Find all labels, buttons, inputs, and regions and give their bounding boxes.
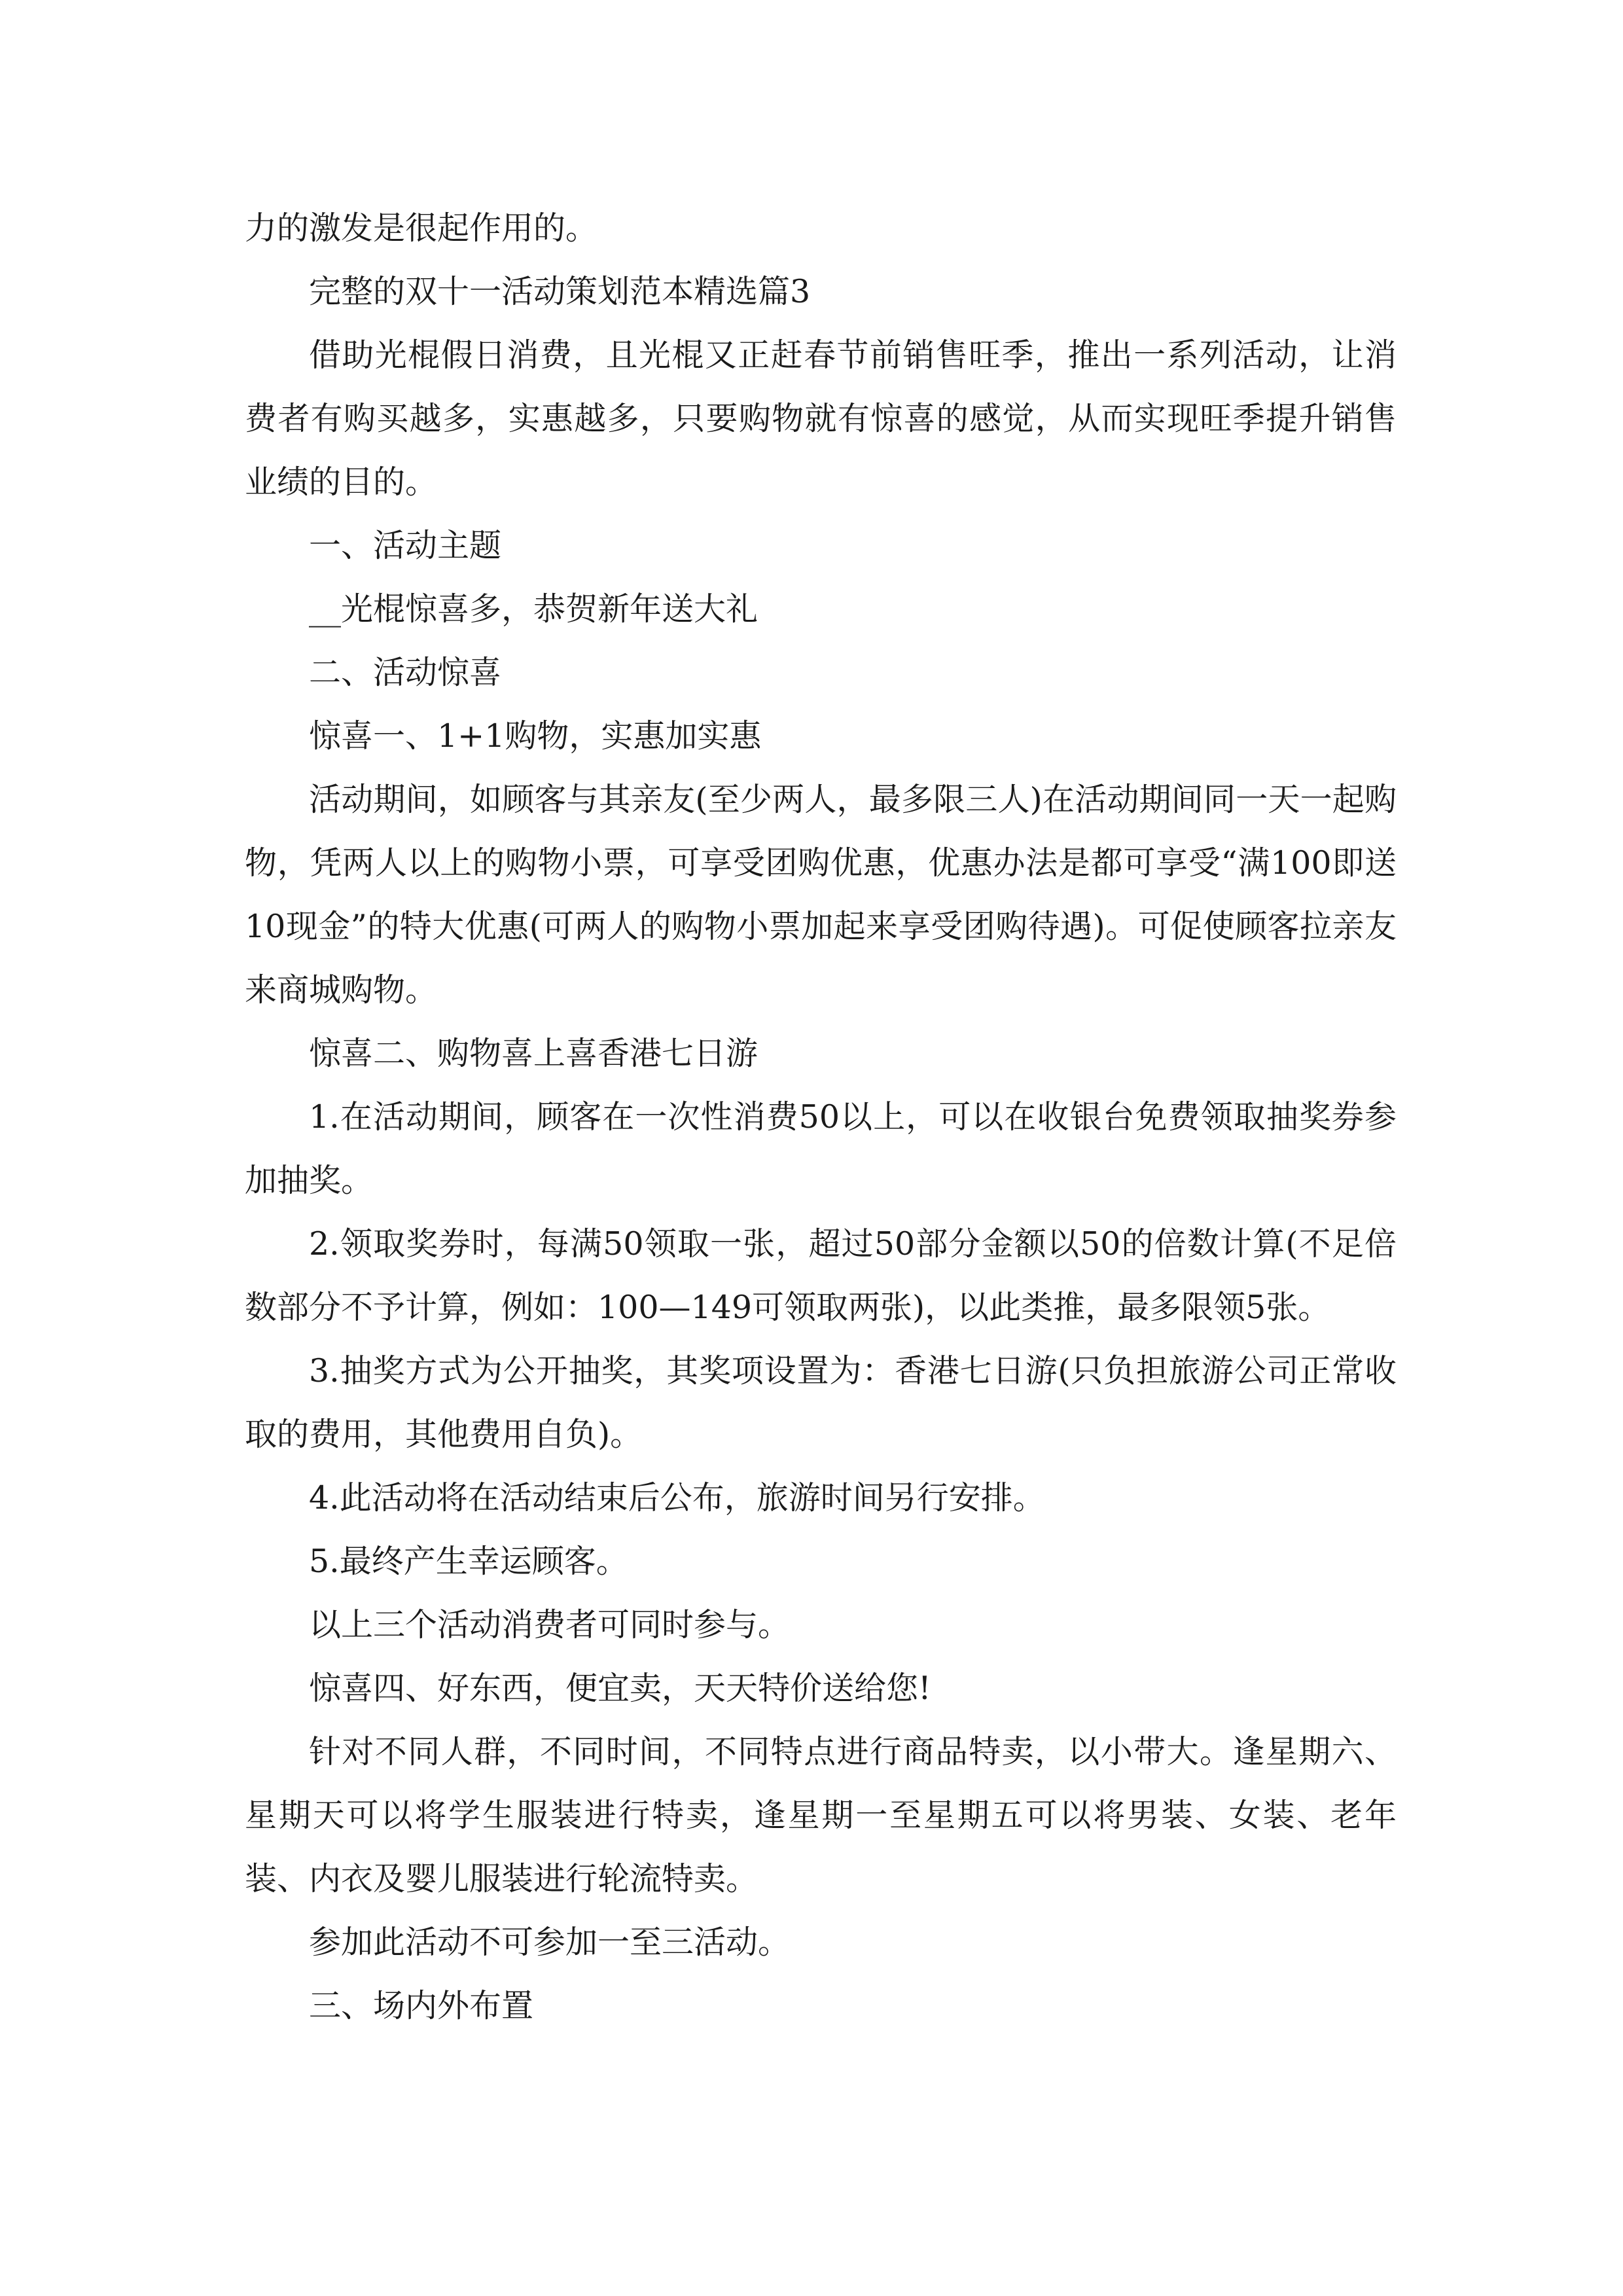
document-body (245, 196, 1397, 2037)
subheading-surprise-two: 惊喜二、购物喜上喜香港七日游 (309, 1035, 758, 1072)
list-item: 4.此活动将在活动结束后公布，旅游时间另行安排。 (309, 1479, 1045, 1516)
paragraph: 力的激发是很起作用的。 (245, 209, 598, 247)
paragraph: 针对不同人群，不同时间，不同特点进行商品特卖，以小带大。逢星期六、星期天可以将学生服装进行特卖，逢星期一至星期五可以将男装、女装、老年装、内衣及婴儿服装进行轮流特卖。 (245, 1733, 1397, 1897)
heading-activity-theme: 一、活动主题 (309, 527, 502, 564)
list-item: 2.领取奖券时，每满50领取一张，超过50部分金额以50的倍数计算(不足倍数部分不予计算，例如：100—149可领取两张)，以此类推，最多限领5张。 (245, 1225, 1397, 1326)
list-item: 3.抽奖方式为公开抽奖，其奖项设置为：香港七日游(只负担旅游公司正常收取的费用，其他费用自负)。 (245, 1352, 1397, 1453)
paragraph: 活动期间，如顾客与其亲友(至少两人，最多限三人)在活动期间同一天一起购物，凭两人以上的购物小票，可享受团购优惠，优惠办法是都可享受“满100即送10现金”的特大优惠(可两人的购物小票加起来享受团购待遇)。可促使顾客拉亲友来商城购物。 (245, 781, 1397, 1009)
paragraph: __光棍惊喜多，恭贺新年送大礼 (309, 590, 758, 628)
heading-activity-surprise: 二、活动惊喜 (309, 654, 502, 691)
paragraph: 借助光棍假日消费，且光棍又正赶春节前销售旺季，推出一系列活动，让消费者有购买越多，实惠越多，只要购物就有惊喜的感觉，从而实现旺季提升销售业绩的目的。 (245, 336, 1397, 501)
list-item: 1.在活动期间，顾客在一次性消费50以上，可以在收银台免费领取抽奖券参加抽奖。 (245, 1098, 1397, 1199)
subheading-surprise-one: 惊喜一、1+1购物，实惠加实惠 (309, 717, 762, 755)
section-title: 完整的双十一活动策划范本精选篇3 (309, 273, 811, 310)
subheading-surprise-four: 惊喜四、好东西，便宜卖，天天特价送给您! (309, 1670, 931, 1707)
heading-venue-layout: 三、场内外布置 (309, 1987, 534, 2024)
list-item: 5.最终产生幸运顾客。 (309, 1543, 628, 1580)
paragraph: 以上三个活动消费者可同时参与。 (309, 1606, 791, 1643)
paragraph: 参加此活动不可参加一至三活动。 (309, 1924, 791, 1961)
